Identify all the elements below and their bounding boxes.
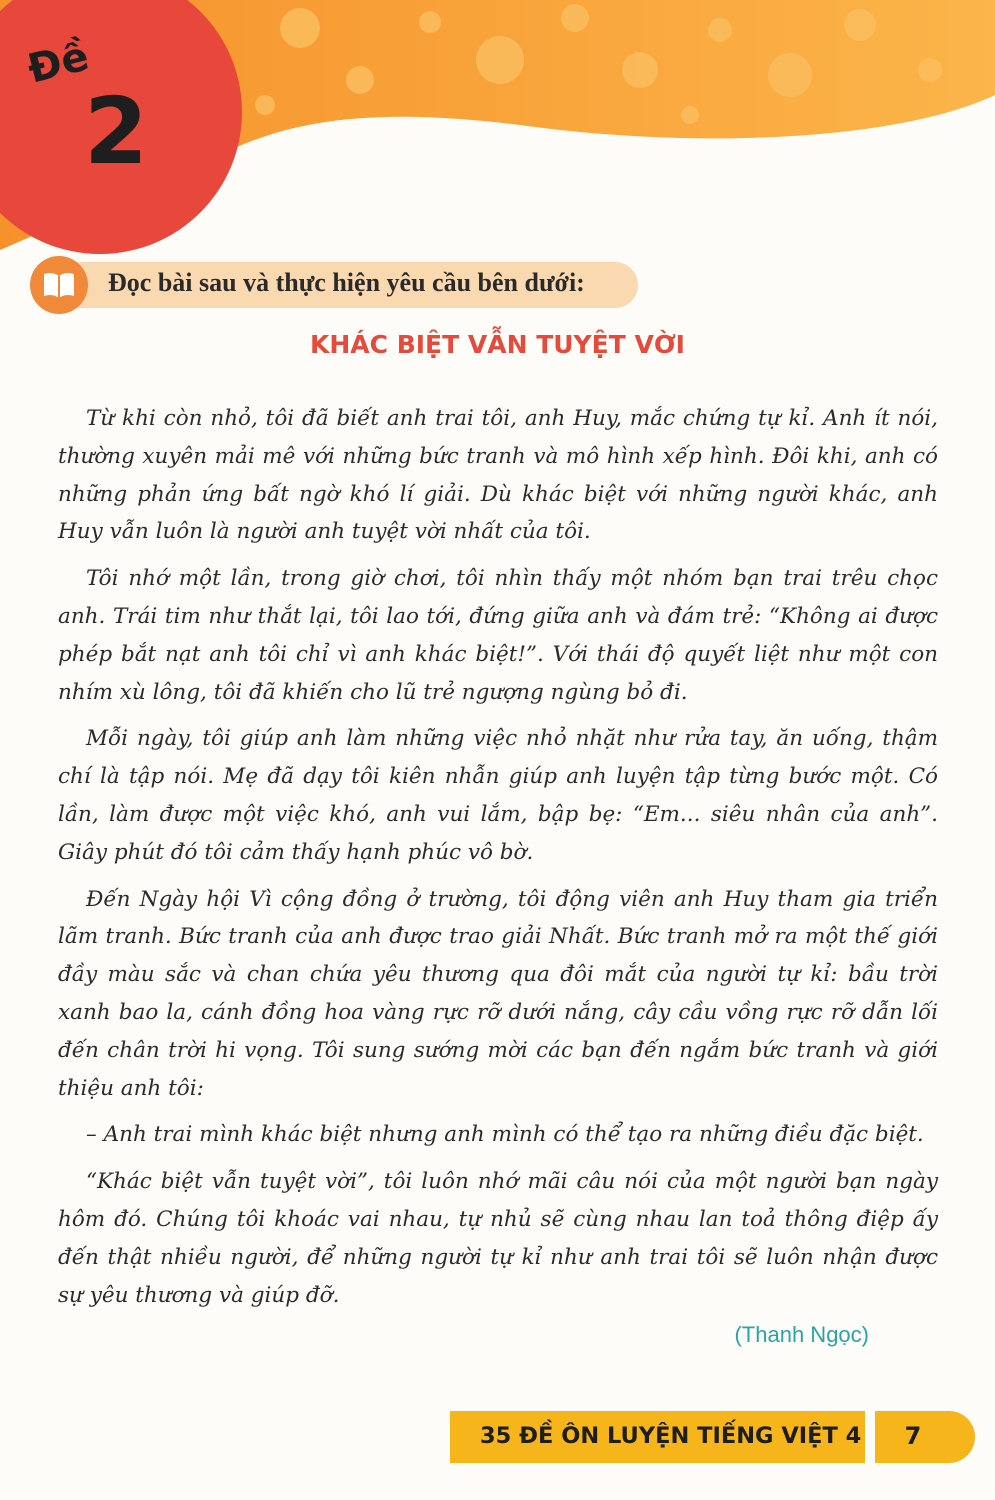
- story-title: KHÁC BIỆT VẪN TUYỆT VỜI: [310, 330, 685, 359]
- open-book-icon: [30, 256, 88, 314]
- story-paragraph: Tôi nhớ một lần, trong giờ chơi, tôi nhìn thấy một nhóm bạn trai trêu chọc anh. Trái tim như thắt lại, tôi lao tới, đứng giữa anh và đám trẻ: “Không ai được phép bắt nạt anh tôi chỉ vì anh khác biệt!”. Với thái độ quyết liệt như một con nhím xù lông, tôi đã khiến cho lũ trẻ ngượng ngùng bỏ đi.: [58, 566, 938, 705]
- de-label: Đề: [23, 33, 94, 93]
- story-paragraph: Đến Ngày hội Vì cộng đồng ở trường, tôi động viên anh Huy tham gia triển lãm tranh. Bức tranh của anh được trao giải Nhất. Bức tranh mở ra một thế giới đầy màu sắc và chan chứa yêu thương qua đôi mắt của người tự kỉ: bầu trời xanh bao la, cánh đồng hoa vàng rực rỡ dưới nắng, cây cầu vồng rực rỡ dẫn lối đến chân trời hi vọng. Tôi sung sướng mời các bạn đến ngắm bức tranh và giới thiệu anh tôi:: [58, 886, 938, 1101]
- story-paragraph: Mỗi ngày, tôi giúp anh làm những việc nhỏ nhặt như rửa tay, ăn uống, thậm chí là tập nói. Mẹ đã dạy tôi kiên nhẫn giúp anh luyện tập từng bước một. Có lần, làm được một việc khó, anh vui lắm, bập bẹ: “Em... siêu nhân của anh”. Giây phút đó tôi cảm thấy hạnh phúc vô bờ.: [58, 726, 938, 865]
- author-credit: (Thanh Ngọc): [734, 1322, 869, 1347]
- footer-divider: [865, 1411, 875, 1463]
- book-title: 35 ĐỀ ÔN LUYỆN TIẾNG VIỆT 4: [480, 1423, 862, 1449]
- page-number: 7: [904, 1422, 922, 1450]
- instruction-text: Đọc bài sau và thực hiện yêu cầu bên dưới:: [108, 268, 585, 297]
- de-number: 2: [84, 78, 149, 185]
- story-body: [58, 400, 938, 1323]
- story-dialogue: – Anh trai mình khác biệt nhưng anh mình có thể tạo ra những điều đặc biệt.: [86, 1122, 924, 1148]
- instruction-banner: [30, 256, 638, 314]
- story-paragraph: Từ khi còn nhỏ, tôi đã biết anh trai tôi, anh Huy, mắc chứng tự kỉ. Anh ít nói, thường xuyên mải mê với những bức tranh và mô hình xếp hình. Đôi khi, anh có những phản ứng bất ngờ khó lí giải. Dù khác biệt với những người khác, anh Huy vẫn luôn là người anh tuyệt vời nhất của tôi.: [58, 406, 938, 545]
- page-footer: [450, 1411, 980, 1463]
- story-paragraph: “Khác biệt vẫn tuyệt vời”, tôi luôn nhớ mãi câu nói của một người bạn ngày hôm đó. Chúng tôi khoác vai nhau, tự nhủ sẽ cùng nhau lan toả thông điệp ấy đến thật nhiều người, để những người tự kỉ như anh trai tôi sẽ luôn nhận được sự yêu thương và giúp đỡ.: [58, 1169, 938, 1308]
- header-banner: [0, 0, 995, 260]
